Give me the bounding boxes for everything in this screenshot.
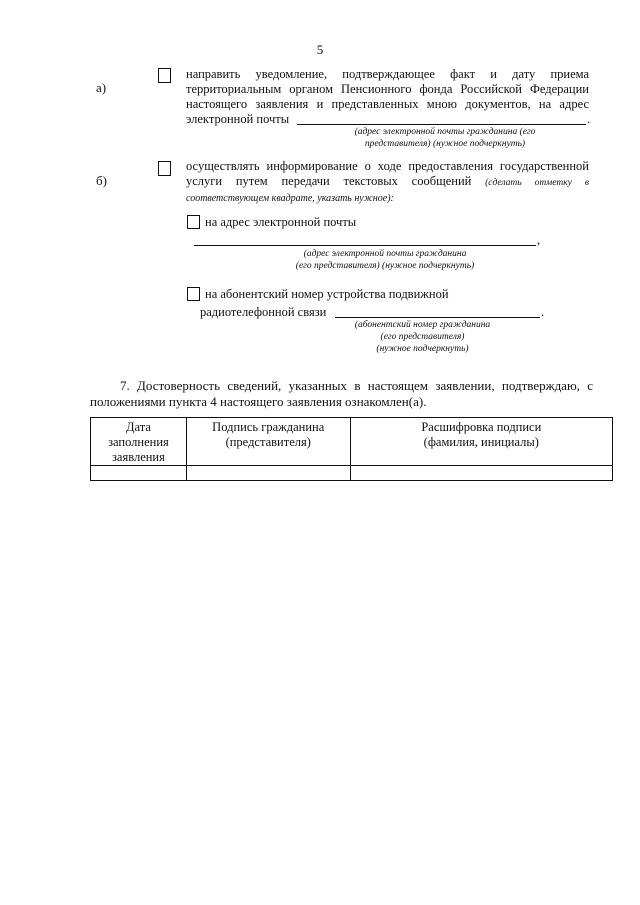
- sub-phone-field[interactable]: [335, 317, 540, 318]
- sub-email-line-end: ,: [537, 233, 541, 247]
- header-signature-line-2: (представителя): [225, 435, 311, 449]
- decoding-cell[interactable]: [350, 466, 612, 481]
- sub-email-note-line-2: (его представителя) (нужное подчеркнуть): [295, 261, 475, 271]
- date-cell[interactable]: [91, 466, 187, 481]
- header-decoding: [350, 418, 612, 466]
- option-a-line-1: направить уведомление, подтверждающее факт и дату приема: [186, 67, 589, 81]
- option-a-line-end: .: [587, 112, 591, 126]
- option-b-line-2-text: услуги путем передачи текстовых сообщений: [186, 174, 472, 188]
- option-a-note-line-1: (адрес электронной почты гражданина (его: [354, 127, 536, 137]
- header-date-line-2: заполнения: [108, 435, 169, 449]
- option-b-text: [186, 159, 589, 206]
- signature-table: [90, 417, 613, 481]
- paragraph-7: [90, 378, 593, 410]
- option-a-line-3: настоящего заявления и представленных мною документов, на адрес: [186, 97, 589, 111]
- option-a-email-field[interactable]: [297, 124, 586, 125]
- option-a-marker: а): [96, 80, 107, 95]
- option-b-checkbox[interactable]: [158, 161, 171, 176]
- option-a-checkbox[interactable]: [158, 68, 171, 83]
- sub-email-note-line-1: (адрес электронной почты гражданина: [303, 249, 467, 259]
- page-number: 5: [316, 42, 324, 57]
- paragraph-7-line-1: 7. Достоверность сведений, указанных в настоящем заявлении, подтверждаю, с: [120, 378, 593, 393]
- header-decoding-line-2: (фамилия, инициалы): [423, 435, 539, 449]
- table-row: [91, 466, 613, 481]
- sub-phone-line-end: .: [541, 305, 545, 319]
- option-a-line-2: территориальным органом Пенсионного фонда Российской Федерации: [186, 82, 589, 96]
- sub-phone-note-line-2: (его представителя): [380, 332, 465, 342]
- signature-cell[interactable]: [186, 466, 350, 481]
- option-b-marker: б): [96, 173, 107, 188]
- paragraph-7-line-2: положениями пункта 4 настоящего заявления ознакомлен(а).: [90, 394, 427, 409]
- option-a-email-label: электронной почты: [186, 112, 290, 126]
- sub-phone-checkbox[interactable]: [187, 287, 200, 301]
- header-date-line-3: заявления: [111, 450, 165, 464]
- sub-email-field[interactable]: [194, 245, 536, 246]
- option-a-text: [186, 67, 589, 112]
- option-a-note: [300, 126, 590, 150]
- option-a-note-line-2: представителя) (нужное подчеркнуть): [364, 139, 526, 149]
- header-date-line-1: Дата: [125, 420, 151, 434]
- header-decoding-line-1: Расшифровка подписи: [421, 420, 542, 434]
- sub-phone-note: [335, 319, 510, 355]
- option-b-line-2-note: (сделать отметку в: [485, 178, 589, 188]
- sub-email-label: на адрес электронной почты: [205, 215, 357, 229]
- sub-phone-note-line-3: (нужное подчеркнуть): [376, 344, 469, 354]
- sub-phone-note-line-1: (абонентский номер гражданина: [354, 320, 491, 330]
- sub-email-note: [260, 248, 510, 272]
- sub-email-checkbox[interactable]: [187, 215, 200, 229]
- option-b-line-2: [186, 174, 589, 191]
- option-b-line-1: осуществлять информирование о ходе предоставления государственной: [186, 159, 589, 173]
- sub-phone-label-line-1: на абонентский номер устройства подвижной: [205, 287, 449, 301]
- header-date: [91, 418, 187, 466]
- header-signature: [186, 418, 350, 466]
- header-signature-line-1: Подпись гражданина: [212, 420, 325, 434]
- sub-phone-label-line-2: радиотелефонной связи: [200, 305, 327, 319]
- signature-table-header-row: [91, 418, 613, 466]
- option-b-line-3-note: соответствующем квадрате, указать нужное):: [186, 193, 394, 204]
